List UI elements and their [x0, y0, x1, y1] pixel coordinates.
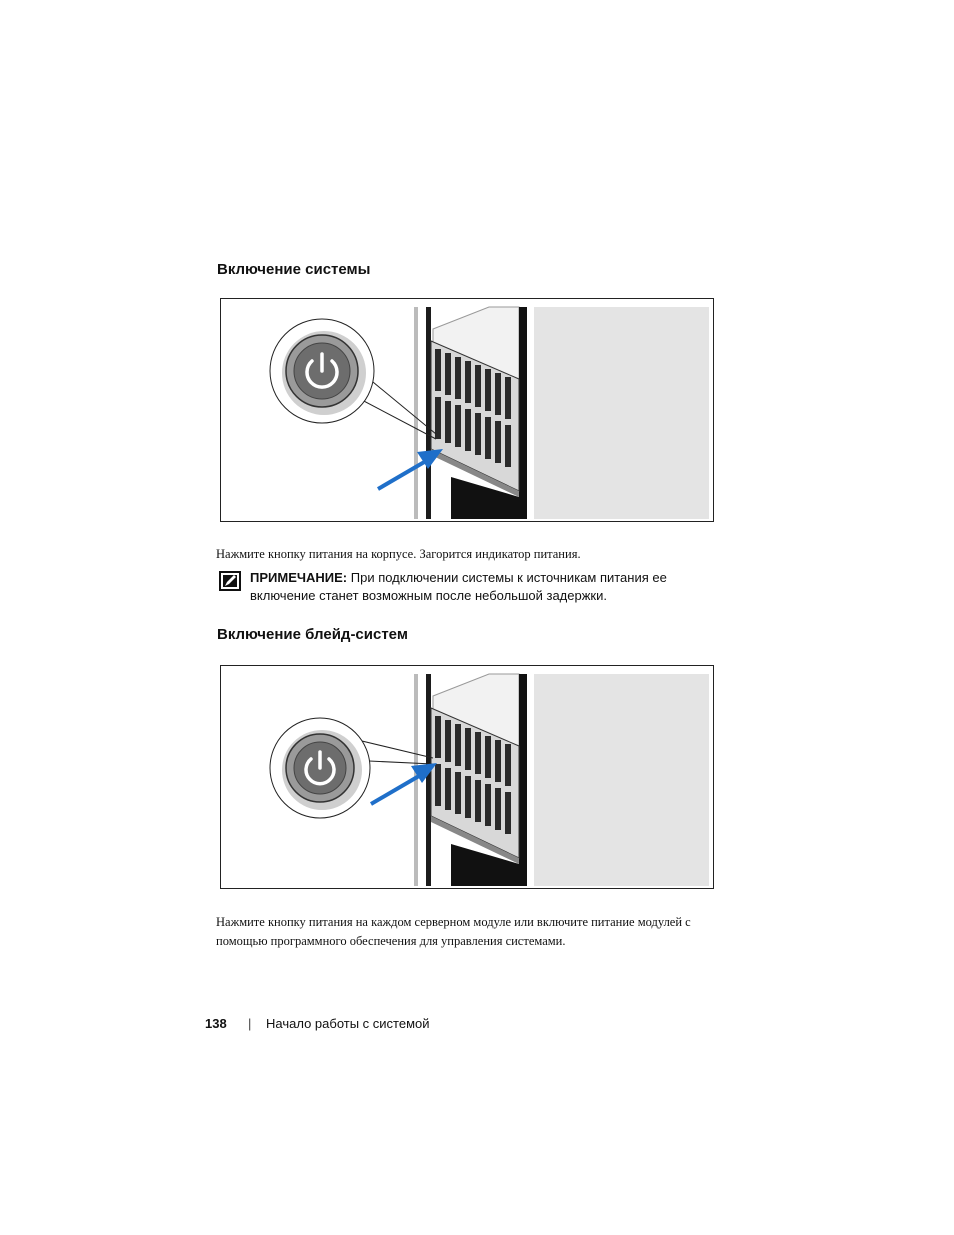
rack-side-panel: [534, 307, 709, 519]
section-caption-system-power: Нажмите кнопку питания на корпусе. Загорится индикатор питания.: [216, 547, 581, 561]
note-text: [250, 569, 720, 605]
note-pencil-icon: [219, 571, 241, 591]
footer-separator: |: [248, 1016, 252, 1031]
section-heading-system-power: Включение системы: [217, 261, 371, 278]
system-power-illustration: [220, 298, 714, 522]
rack-side-panel: [534, 674, 709, 886]
page-number: 138: [205, 1016, 227, 1031]
power-button-icon: [270, 718, 370, 818]
section-heading-blade-power: Включение блейд-систем: [217, 626, 408, 643]
blade-power-illustration: [220, 665, 714, 889]
rack-rail: [414, 307, 418, 519]
power-button-icon: [270, 319, 374, 423]
note-body: При подключении системы к источникам питания ее включение станет возможным после небольшой задержки.: [250, 570, 667, 603]
section-caption-blade-power: Нажмите кнопку питания на каждом серверном модуле или включите питание модулей с помощью программного обеспечения для управления системами.: [216, 915, 691, 948]
note-label: ПРИМЕЧАНИЕ:: [250, 570, 348, 585]
footer-title: Начало работы с системой: [266, 1016, 430, 1031]
